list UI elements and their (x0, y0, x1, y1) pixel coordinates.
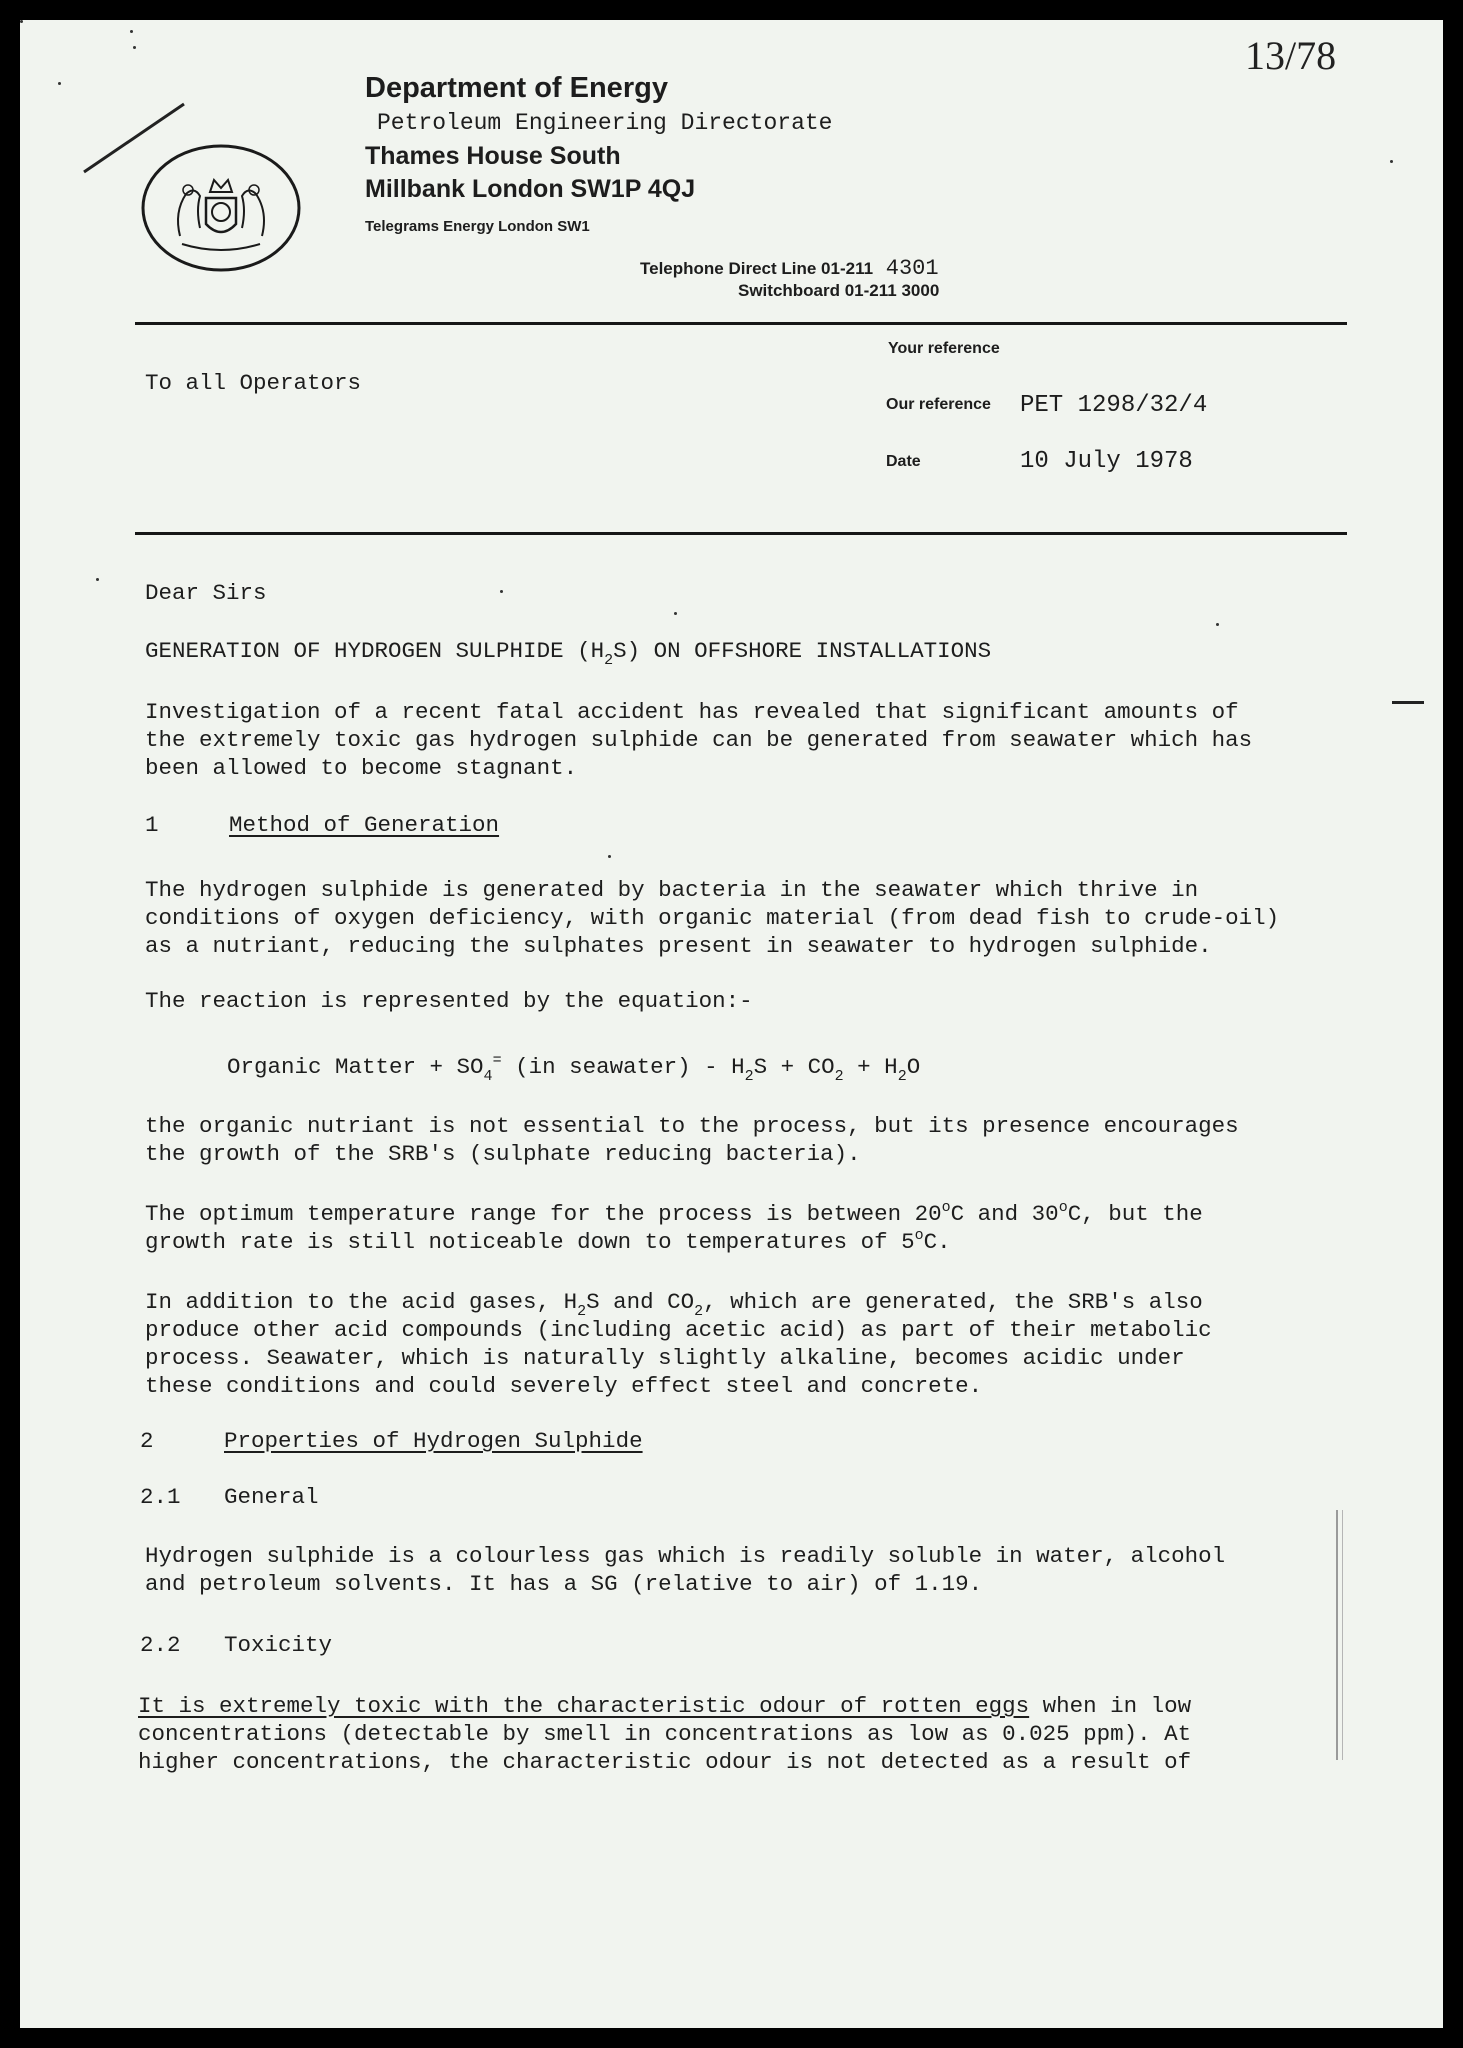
letter-page (20, 20, 1443, 2028)
paragraph-line: the growth of the SRB's (sulphate reducing bacteria). (145, 1141, 861, 1167)
telephone-extension: 4301 (885, 256, 939, 281)
switchboard-line: Switchboard 01-211 3000 (738, 281, 940, 300)
paragraph-line: higher concentrations, the characteristic odour is not detected as a result of (138, 1749, 1192, 1775)
dust-speck (58, 82, 61, 85)
address-line1: Thames House South (365, 142, 621, 170)
paragraph-line: growth rate is still noticeable down to temperatures of 5$^o$C. (145, 1227, 951, 1255)
paragraph-line: It is extremely toxic with the characteristic odour of rotten eggs when in low (138, 1693, 1192, 1719)
subsection-2-1-title: General (224, 1484, 319, 1510)
margin-dash (1392, 701, 1424, 704)
address-line2: Millbank London SW1P 4QJ (365, 175, 696, 203)
paragraph-line: The optimum temperature range for the process is between 20$^o$C and 30$^o$C, but the (145, 1199, 1203, 1227)
dust-speck (608, 855, 611, 858)
paragraph-line: The hydrogen sulphide is generated by bacteria in the seawater which thrive in (145, 877, 1199, 903)
subject-line: GENERATION OF HYDROGEN SULPHIDE $(H_2S)$ ON OFFSHORE INSTALLATIONS (145, 638, 992, 669)
our-reference-value: PET 1298/32/4 (1020, 392, 1208, 419)
paragraph-line: produce other acid compounds (including acetic acid) as part of their metabolic (145, 1317, 1212, 1343)
section1-paragraph1 (145, 876, 1279, 960)
paragraph-line: and petroleum solvents. It has a SG (relative to air) of 1.19. (145, 1571, 983, 1597)
section1-number: 1 (145, 812, 159, 838)
paragraph-line: process. Seawater, which is naturally slightly alkaline, becomes acidic under (145, 1345, 1185, 1371)
paragraph-line: In addition to the acid gases, $H_2S$ and $CO_2$, which are generated, the SRB's also (145, 1289, 1203, 1320)
telephone-label: Telephone Direct Line 01-211 (640, 259, 874, 278)
directorate-name: Petroleum Engineering Directorate (377, 110, 833, 136)
subsection-2-2-title: Toxicity (224, 1632, 333, 1658)
intro-line: the extremely toxic gas hydrogen sulphide can be generated from seawater which has (145, 727, 1253, 753)
reaction-intro: The reaction is represented by the equation:- (145, 988, 753, 1014)
dust-speck (1216, 623, 1219, 626)
margin-scan-line (1342, 1510, 1343, 1760)
dust-speck (674, 612, 677, 615)
your-reference-label: Your reference (888, 340, 1000, 357)
subsection-2-2-heading (140, 1632, 333, 1658)
header-rule-bottom (135, 532, 1347, 535)
royal-crest-emblem (138, 140, 304, 276)
dust-speck (96, 578, 99, 581)
margin-scan-line (1336, 1510, 1338, 1760)
reaction-equation: Organic Matter + $SO_4^=$ (in seawater) - $H_2S + CO_2 + H_2O$ (227, 1052, 921, 1085)
paragraph-line: concentrations (detectable by smell in concentrations as low as 0.025 ppm). At (138, 1721, 1192, 1747)
addressee: To all Operators (145, 370, 362, 396)
intro-line: Investigation of a recent fatal accident has revealed that significant amounts of (145, 699, 1239, 725)
file-mark: 13/78 (1245, 33, 1337, 78)
subsection-2-1-number: 2.1 (140, 1484, 181, 1510)
intro-line: been allowed to become stagnant. (145, 755, 578, 781)
section1-title: Method of Generation (229, 812, 500, 838)
department-name: Department of Energy (365, 72, 668, 104)
dust-speck (500, 590, 503, 593)
salutation: Dear Sirs (145, 580, 267, 606)
telephone-line (640, 256, 939, 281)
section1-paragraph2 (145, 1112, 1239, 1168)
subsection-2-1-heading (140, 1484, 319, 1510)
temperature-paragraph (145, 1200, 1203, 1256)
section2-title: Properties of Hydrogen Sulphide (224, 1428, 643, 1454)
dust-speck (130, 30, 133, 33)
date-label: Date (886, 453, 921, 470)
toxicity-underlined-text: It is extremely toxic with the characteristic odour of rotten eggs (138, 1693, 1030, 1719)
paragraph-line: the organic nutriant is not essential to the process, but its presence encourages (145, 1113, 1239, 1139)
date-value: 10 July 1978 (1020, 448, 1193, 475)
paragraph-line: Hydrogen sulphide is a colourless gas which is readily soluble in water, alcohol (145, 1543, 1226, 1569)
section2-number: 2 (140, 1428, 154, 1454)
acid-paragraph (145, 1288, 1212, 1400)
dust-speck (133, 46, 136, 49)
section1-heading (145, 812, 500, 838)
section2-heading (140, 1428, 643, 1454)
paragraph-line: these conditions and could severely effect steel and concrete. (145, 1373, 983, 1399)
general-paragraph (145, 1542, 1225, 1598)
paragraph-line: as a nutriant, reducing the sulphates present in seawater to hydrogen sulphide. (145, 933, 1212, 959)
telegrams-line: Telegrams Energy London SW1 (365, 218, 590, 235)
toxicity-paragraph (138, 1692, 1191, 1776)
intro-paragraph (145, 698, 1252, 782)
dust-speck (20, 20, 23, 23)
our-reference-label: Our reference (886, 396, 991, 413)
header-rule-top (135, 322, 1347, 325)
subsection-2-2-number: 2.2 (140, 1632, 181, 1658)
dust-speck (1390, 160, 1393, 163)
paragraph-line: conditions of oxygen deficiency, with organic material (from dead fish to crude-oil) (145, 905, 1280, 931)
